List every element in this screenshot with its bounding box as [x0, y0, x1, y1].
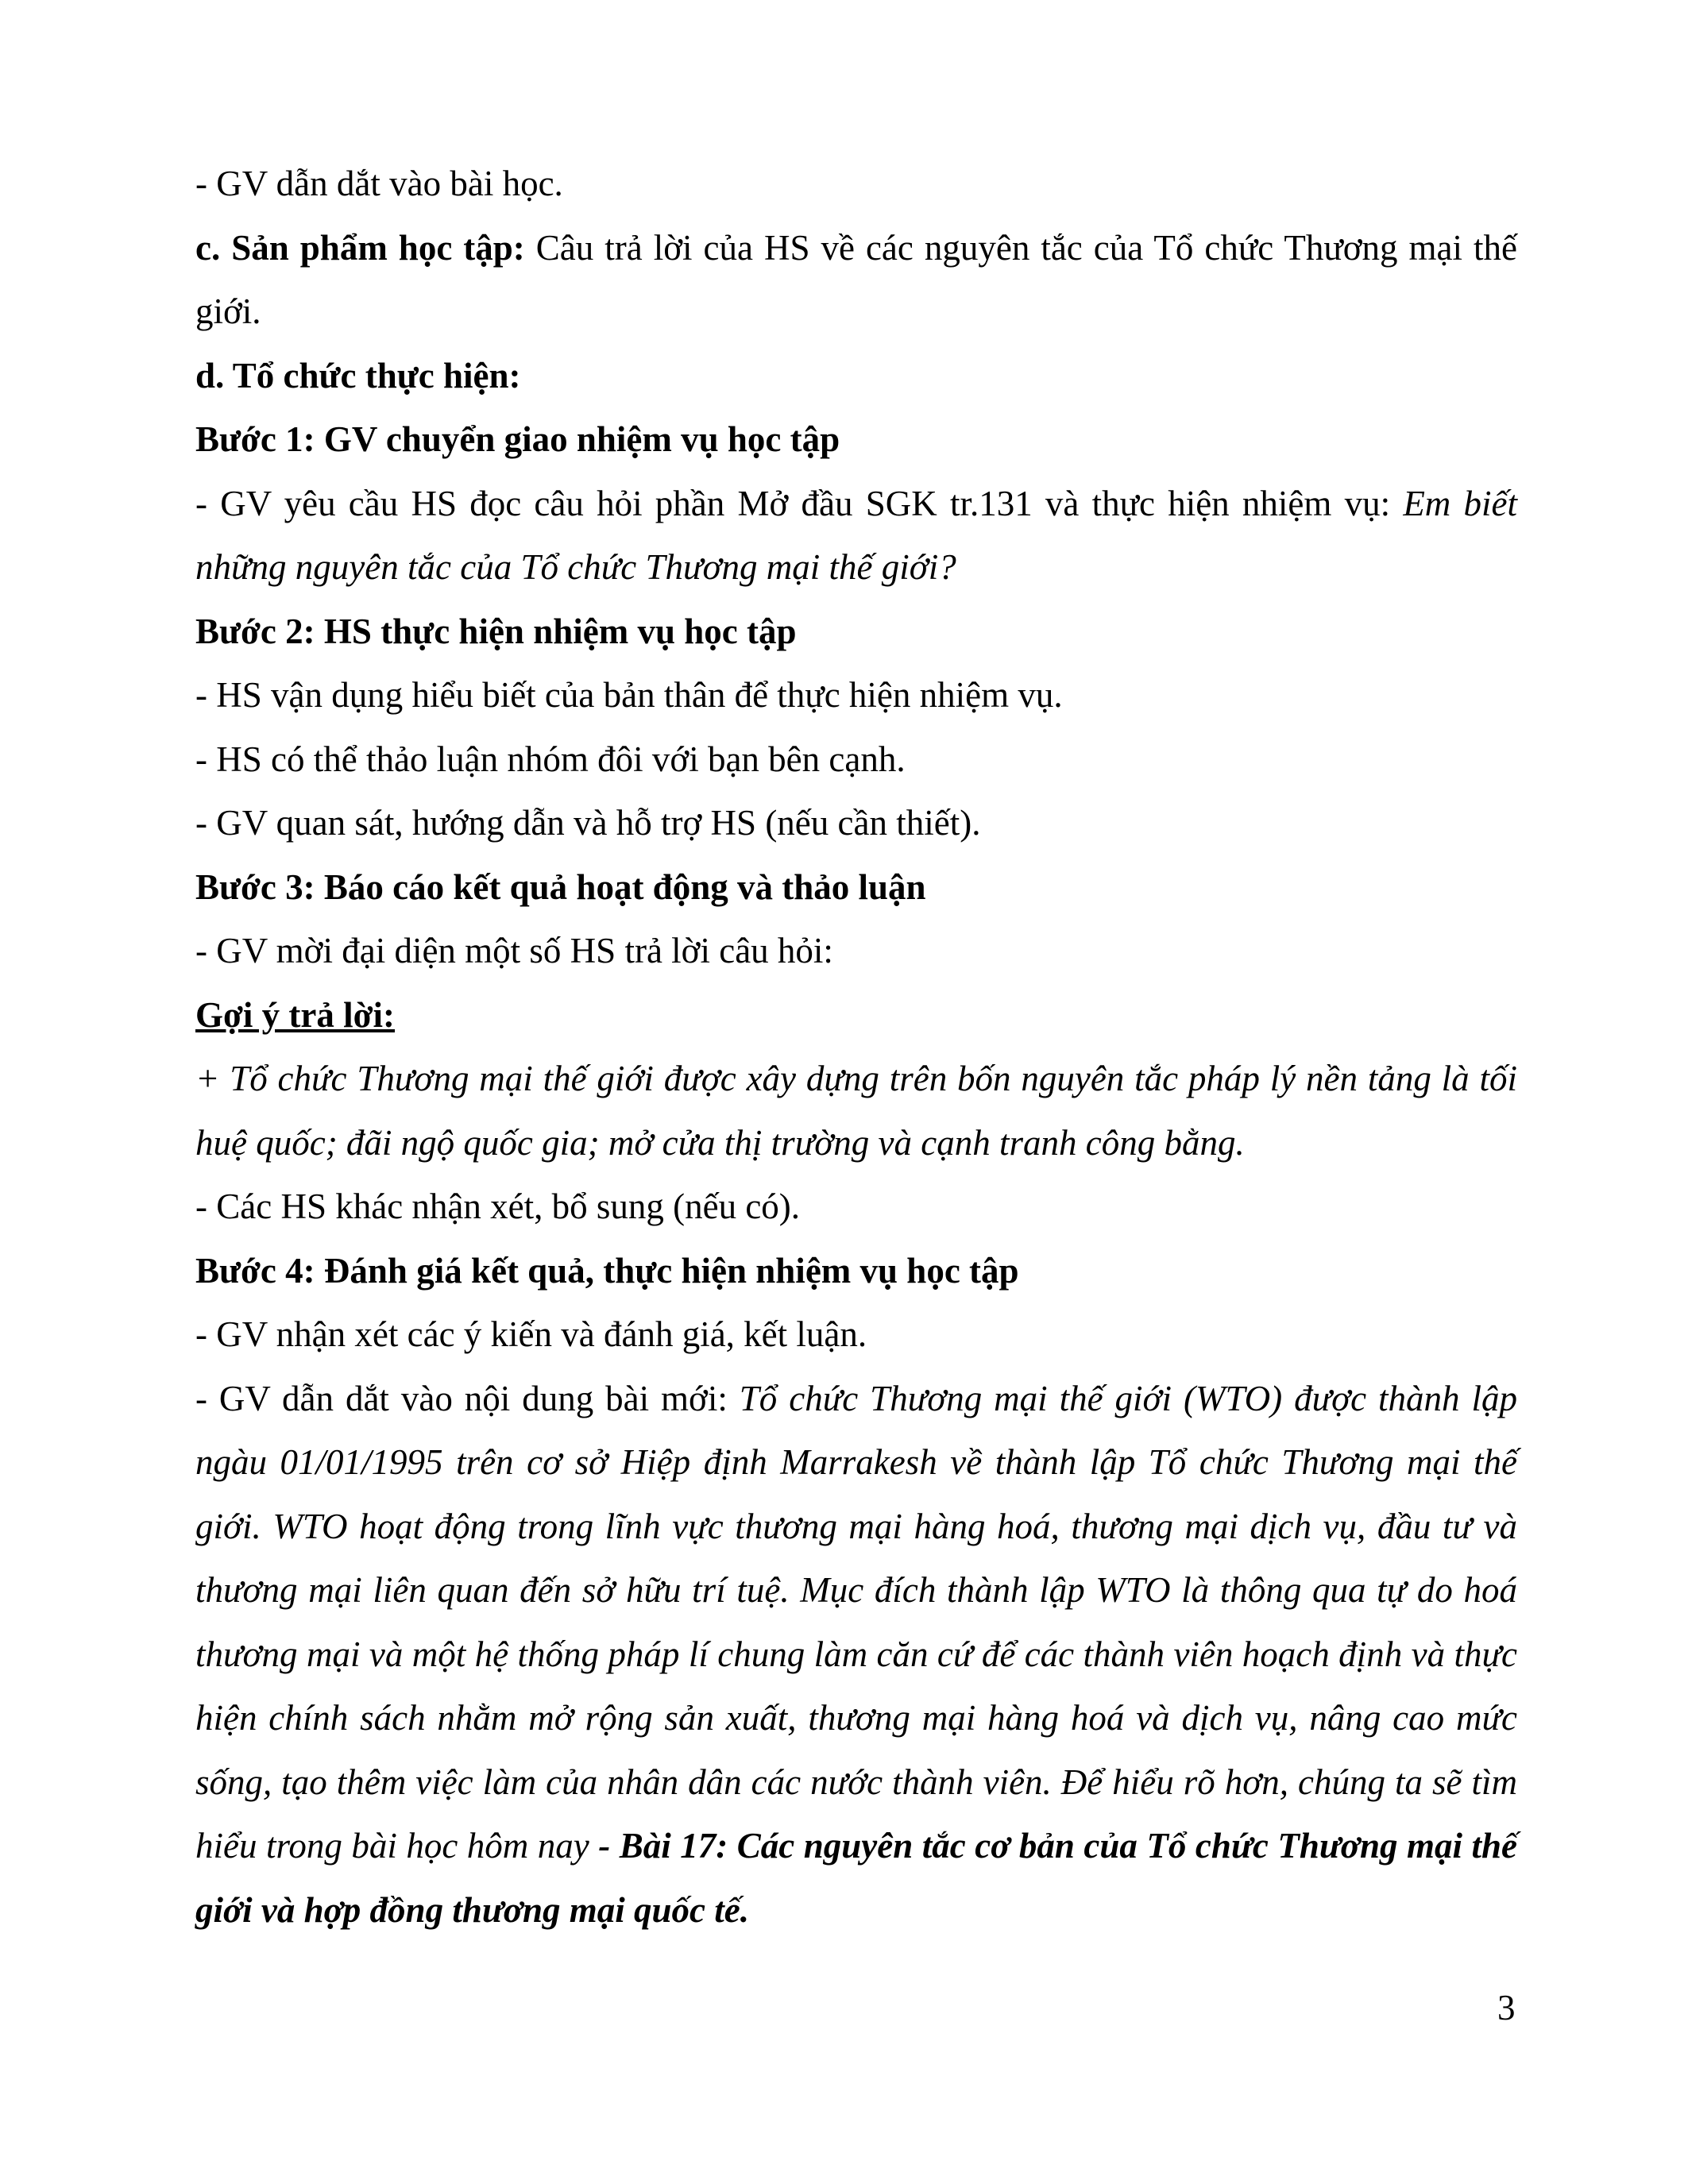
intro-text: Tổ chức Thương mại thế giới (WTO) được thành lập ngàu 01/01/1995 trên cơ sở Hiệp định Marrakesh về thành lập Tổ chức Thương mại thế giới. WTO hoạt động trong lĩnh vực thương mại hàng hoá, thương mại dịch vụ, đầu tư và thương mại liên quan đến sở hữu trí tuệ. Mục đích thành lập WTO là thông qua tự do hoá thương mại và một hệ thống pháp lí chung làm căn cứ để các thành viên hoạch định và thực hiện chính sách nhằm mở rộng sản xuất, thương mại hàng hoá và dịch vụ, nâng cao mức sống, tạo thêm việc làm của nhân dân các nước thành viên. Để hiểu rõ hơn, chúng ta sẽ tìm hiểu trong bài học hôm nay — [195, 1378, 1517, 1866]
step-heading — [195, 1239, 1517, 1303]
lesson-title: - Bài 17: Các nguyên tắc cơ bản của Tổ chức Thương mại thế giới và hợp đồng thương mại quốc tế. — [195, 1826, 1517, 1930]
document-body — [195, 152, 1517, 1942]
heading-text: Bước 4: Đánh giá kết quả, thực hiện nhiệm vụ học tập — [195, 1250, 1019, 1291]
text: - GV yêu cầu HS đọc câu hỏi phần Mở đầu SGK tr.131 và thực hiện nhiệm vụ: — [195, 483, 1404, 523]
answer-paragraph — [195, 1047, 1517, 1175]
text: - GV dẫn dắt vào nội dung bài mới: — [195, 1378, 740, 1418]
step-heading — [195, 600, 1517, 664]
heading-text: d. Tổ chức thực hiện: — [195, 355, 521, 396]
paragraph: - GV dẫn dắt vào bài học. — [195, 164, 563, 203]
answer-text: + Tổ chức Thương mại thế giới được xây dựng trên bốn nguyên tắc pháp lý nền tảng là tối huệ quốc; đãi ngộ quốc gia; mở cửa thị trường và cạnh tranh công bằng. — [195, 1059, 1517, 1163]
paragraph: - Các HS khác nhận xét, bổ sung (nếu có). — [195, 1187, 801, 1226]
text: Câu trả lời của HS về các nguyên tắc của Tổ chức Thương mại thế giới. — [195, 227, 1517, 331]
heading-text: Gợi ý trả lời: — [195, 994, 396, 1035]
paragraph — [195, 216, 1517, 344]
page-number: 3 — [1497, 1988, 1516, 2028]
section-heading — [195, 344, 1517, 408]
question-text: Em biết những nguyên tắc của Tổ chức Thương mại thế giới? — [195, 483, 1517, 587]
paragraph: - GV mời đại diện một số HS trả lời câu hỏi: — [195, 931, 833, 970]
heading-text: Bước 3: Báo cáo kết quả hoạt động và thảo luận — [195, 866, 926, 907]
paragraph: - HS vận dụng hiểu biết của bản thân để thực hiện nhiệm vụ. — [195, 675, 1063, 715]
paragraph — [195, 1367, 1517, 1943]
step-heading — [195, 855, 1517, 920]
answer-heading — [195, 983, 1517, 1048]
paragraph: - GV nhận xét các ý kiến và đánh giá, kết luận. — [195, 1314, 867, 1354]
heading-text: Bước 2: HS thực hiện nhiệm vụ học tập — [195, 611, 797, 651]
paragraph: - GV quan sát, hướng dẫn và hỗ trợ HS (nếu cần thiết). — [195, 803, 981, 843]
heading-text: Bước 1: GV chuyển giao nhiệm vụ học tập — [195, 419, 840, 459]
paragraph — [195, 472, 1517, 600]
step-heading — [195, 407, 1517, 472]
paragraph: - HS có thể thảo luận nhóm đôi với bạn bên cạnh. — [195, 739, 906, 779]
section-label: c. Sản phẩm học tập: — [195, 227, 525, 268]
